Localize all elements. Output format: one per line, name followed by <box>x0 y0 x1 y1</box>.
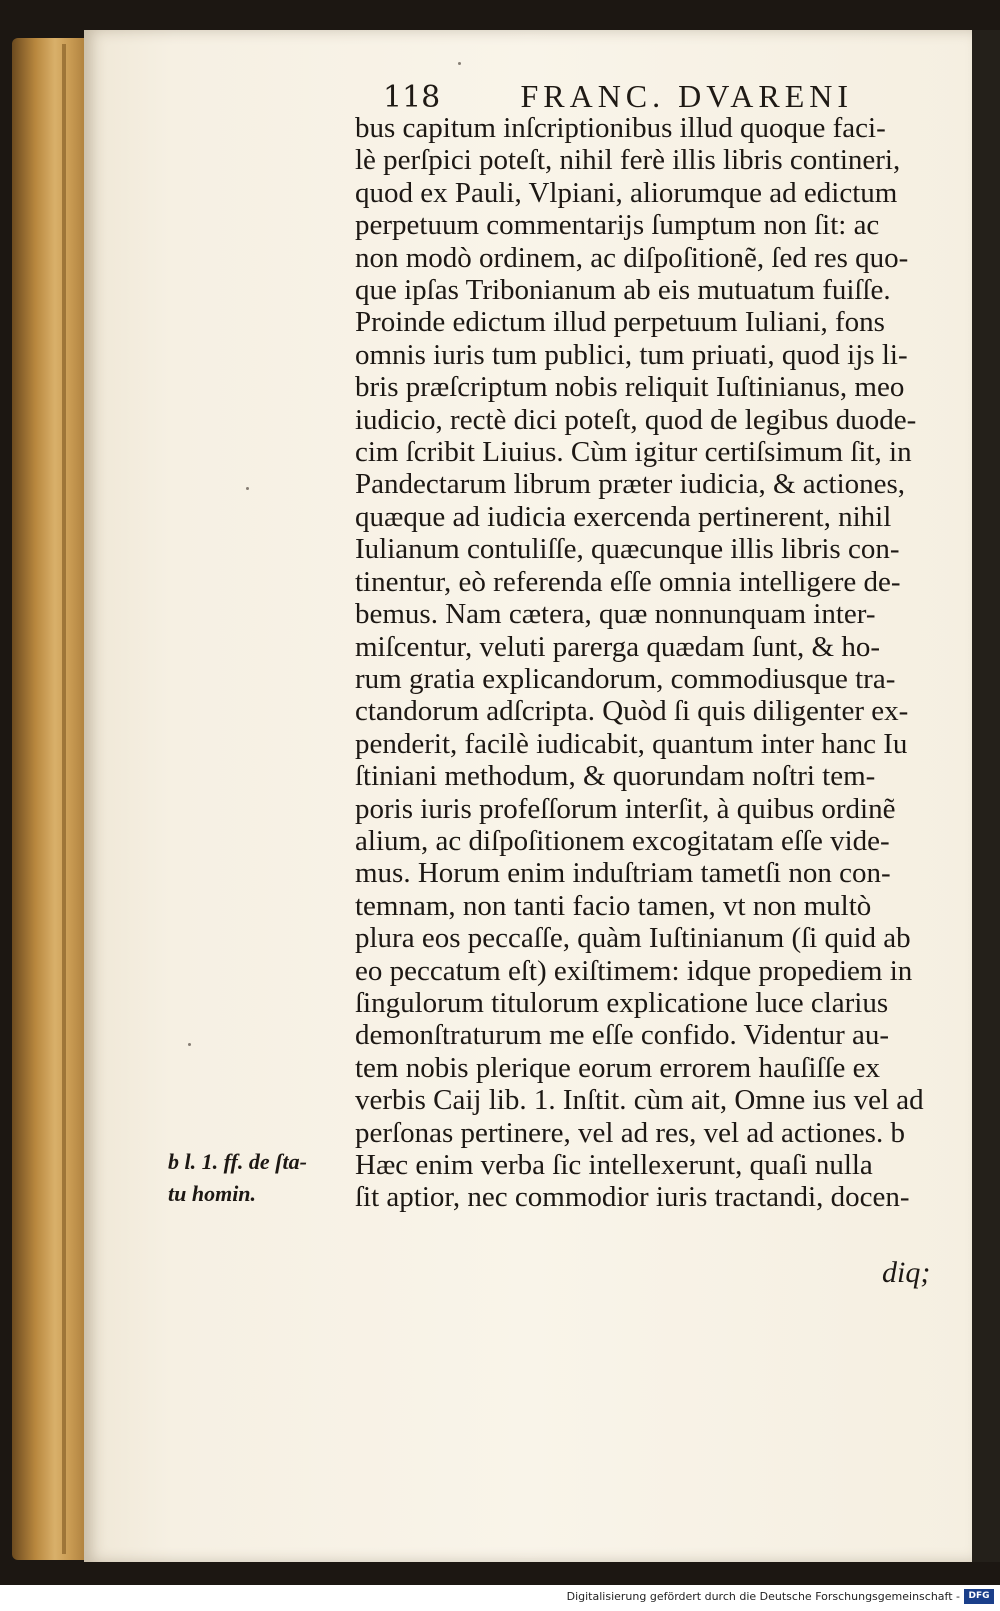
page-header <box>383 78 853 115</box>
margin-note-line: b l. 1. ff. de ſta- <box>168 1149 307 1174</box>
running-head: FRANC. DVARENI <box>520 78 853 114</box>
text-line: Proinde edictum illud perpetuum Iuliani, fons <box>355 306 885 339</box>
margin-note-line: tu homin. <box>168 1181 257 1206</box>
text-line: eo peccatum eſt) exiſtimem: idque propediem in <box>355 954 913 987</box>
text-line: ctandorum adſcripta. Quòd ſi quis diligenter ex- <box>355 695 909 728</box>
text-line: iudicio, rectè dici poteſt, quod de legibus duode- <box>355 403 917 436</box>
text-line: ſit aptior, nec commodior iuris tractandi, docen- <box>355 1181 910 1214</box>
text-line: tinentur, eò referenda eſſe omnia intelligere de- <box>355 565 901 598</box>
body-text <box>355 112 960 1214</box>
book-page-edges <box>12 38 90 1560</box>
text-line: que ipſas Tribonianum ab eis mutuatum fuiſſe. <box>355 274 891 307</box>
text-line: mus. Horum enim induſtriam tametſi non con- <box>355 857 891 890</box>
text-line: ſingulorum titulorum explicatione luce clarius <box>355 986 889 1019</box>
text-line: verbis Caij lib. 1. Inſtit. cùm ait, Omne ius vel ad <box>355 1084 924 1117</box>
text-line: omnis iuris tum publici, tum priuati, quod ijs li- <box>355 338 908 371</box>
paper-speck <box>458 62 461 65</box>
text-line: ſtiniani methodum, & quorundam noſtri tem- <box>355 760 876 793</box>
digitization-credit: Digitalisierung gefördert durch die Deutsche Forschungsgemeinschaft - <box>566 1590 960 1603</box>
text-line: miſcentur, veluti parerga quædam ſunt, & ho- <box>355 630 881 663</box>
text-line: quod ex Pauli, Vlpiani, aliorumque ad edictum <box>355 176 898 209</box>
book-edge-line <box>62 44 66 1554</box>
text-line: cim ſcribit Liuius. Cùm igitur certiſsimum ſit, in <box>355 436 912 469</box>
page-gutter-shadow <box>972 30 1000 1562</box>
text-line: Pandectarum librum præter iudicia, & actiones, <box>355 468 906 501</box>
text-line: poris iuris profeſſorum interſit, à quibus ordinẽ <box>355 792 896 825</box>
text-line: perſonas pertinere, vel ad res, vel ad actiones. b <box>355 1116 905 1149</box>
paper-speck <box>188 1043 191 1046</box>
paper-speck <box>246 487 249 490</box>
dfg-logo: DFG <box>964 1589 994 1604</box>
text-line: bemus. Nam cætera, quæ nonnunquam inter- <box>355 598 876 631</box>
text-line: penderit, facilè iudicabit, quantum inter hanc Iu <box>355 727 908 760</box>
page-number: 118 <box>383 80 441 115</box>
text-line: lè perſpici poteſt, nihil ferè illis libris contineri, <box>355 144 901 177</box>
text-line: Hæc enim verba ſic intellexerunt, quaſi nulla <box>355 1149 873 1181</box>
text-line: demonſtraturum me eſſe confido. Videntur au- <box>355 1019 890 1052</box>
catchword: diq; <box>882 1256 931 1289</box>
text-line: tem nobis plerique eorum errorem hauſiſſe ex <box>355 1051 881 1084</box>
margin-note <box>168 1146 343 1210</box>
text-line: temnam, non tanti facio tamen, vt non multò <box>355 889 872 922</box>
text-line: Iulianum contuliſſe, quæcunque illis libris con- <box>355 533 900 566</box>
text-line: alium, ac diſpoſitionem excogitatam eſſe vide- <box>355 824 890 857</box>
text-line: bris præſcriptum nobis reliquit Iuſtinianus, meo <box>355 371 905 404</box>
text-line: non modò ordinem, ac diſpoſitionẽ, ſed res quo- <box>355 241 909 274</box>
text-line: rum gratia explicandorum, commodiusque tra- <box>355 662 896 695</box>
text-line: bus capitum inſcriptionibus illud quoque faci- <box>355 112 886 144</box>
text-line: quæque ad iudicia exercenda pertinerent, nihil <box>355 500 892 533</box>
text-line: perpetuum commentariјs ſumptum non ſit: ac <box>355 209 880 242</box>
text-line: plura eos peccaſſe, quàm Iuſtinianum (ſi quid ab <box>355 922 911 955</box>
